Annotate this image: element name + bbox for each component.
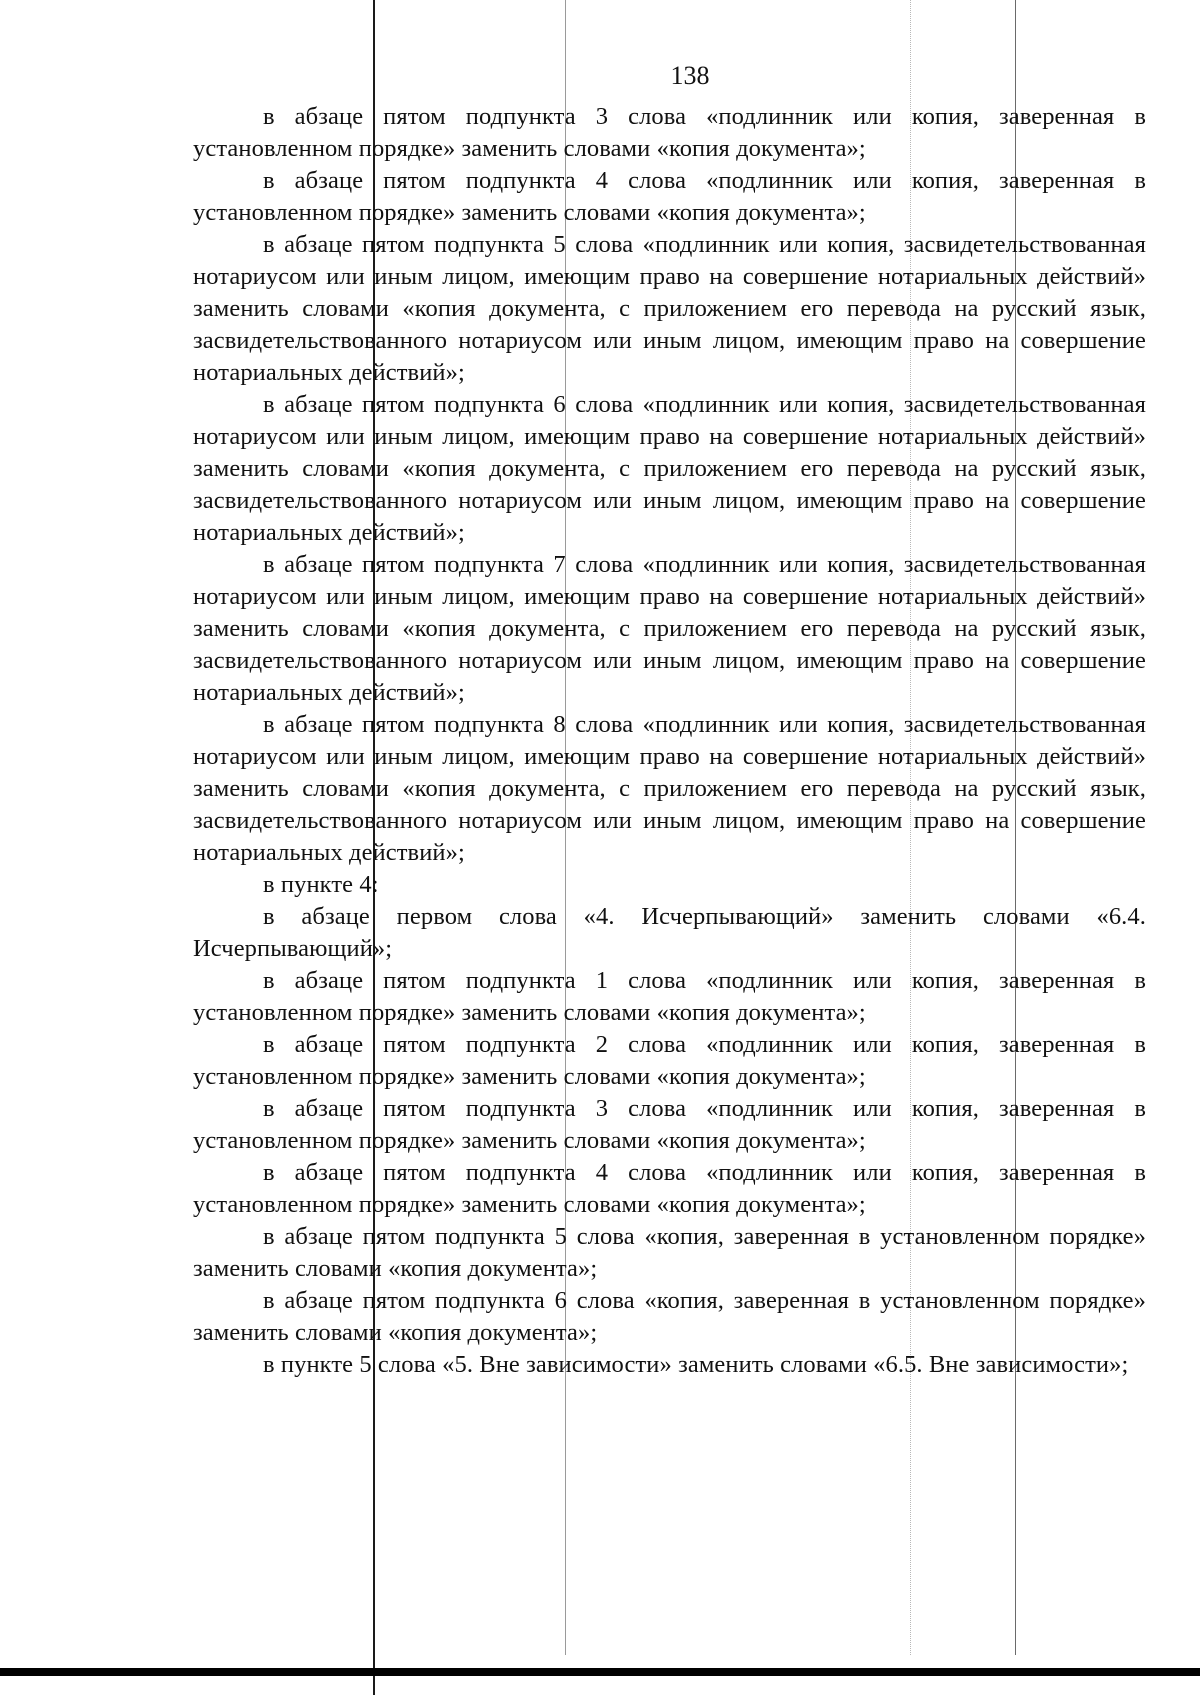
paragraph: в абзаце пятом подпункта 1 слова «подлинник или копия, заверенная в установленном порядке» заменить словами «копия документа»; [193,967,1146,1026]
paragraph: в абзаце пятом подпункта 8 слова «подлинник или копия, засвидетельствованная нотариусом или иным лицом, имеющим право на совершение нотариальных действий» заменить словами «копия документа, с приложением его перевода на русский язык, засвидетельствованного нотариусом или иным лицом, имеющим право на совершение нотариальных действий»; [193,711,1146,866]
paragraph: в пункте 4: [263,871,379,898]
paragraph: в абзаце первом слова «4. Исчерпывающий» заменить словами «6.4. Исчерпывающий»; [193,903,1146,962]
paragraph: в абзаце пятом подпункта 5 слова «копия, заверенная в установленном порядке» заменить словами «копия документа»; [193,1223,1146,1282]
paragraph: в абзаце пятом подпункта 5 слова «подлинник или копия, засвидетельствованная нотариусом или иным лицом, имеющим право на совершение нотариальных действий» заменить словами «копия документа, с приложением его перевода на русский язык, засвидетельствованного нотариусом или иным лицом, имеющим право на совершение нотариальных действий»; [193,231,1146,386]
paragraph: в абзаце пятом подпункта 6 слова «подлинник или копия, засвидетельствованная нотариусом или иным лицом, имеющим право на совершение нотариальных действий» заменить словами «копия документа, с приложением его перевода на русский язык, засвидетельствованного нотариусом или иным лицом, имеющим право на совершение нотариальных действий»; [193,391,1146,546]
paragraph: в абзаце пятом подпункта 2 слова «подлинник или копия, заверенная в установленном порядке» заменить словами «копия документа»; [193,1031,1146,1090]
paragraph: в абзаце пятом подпункта 3 слова «подлинник или копия, заверенная в установленном порядке» заменить словами «копия документа»; [193,1095,1146,1154]
scan-bottom-edge [0,1668,1200,1676]
document-body [193,101,1146,1381]
page-number: 138 [670,61,710,90]
paragraph: в абзаце пятом подпункта 4 слова «подлинник или копия, заверенная в установленном порядке» заменить словами «копия документа»; [193,167,1146,226]
paragraph: в абзаце пятом подпункта 7 слова «подлинник или копия, засвидетельствованная нотариусом или иным лицом, имеющим право на совершение нотариальных действий» заменить словами «копия документа, с приложением его перевода на русский язык, засвидетельствованного нотариусом или иным лицом, имеющим право на совершение нотариальных действий»; [193,551,1146,706]
paragraph: в абзаце пятом подпункта 3 слова «подлинник или копия, заверенная в установленном порядке» заменить словами «копия документа»; [193,103,1146,162]
paragraph: в абзаце пятом подпункта 4 слова «подлинник или копия, заверенная в установленном порядке» заменить словами «копия документа»; [193,1159,1146,1218]
paragraph: в абзаце пятом подпункта 6 слова «копия, заверенная в установленном порядке» заменить словами «копия документа»; [193,1287,1146,1346]
paragraph: в пункте 5 слова «5. Вне зависимости» заменить словами «6.5. Вне зависимости»; [263,1351,1129,1378]
